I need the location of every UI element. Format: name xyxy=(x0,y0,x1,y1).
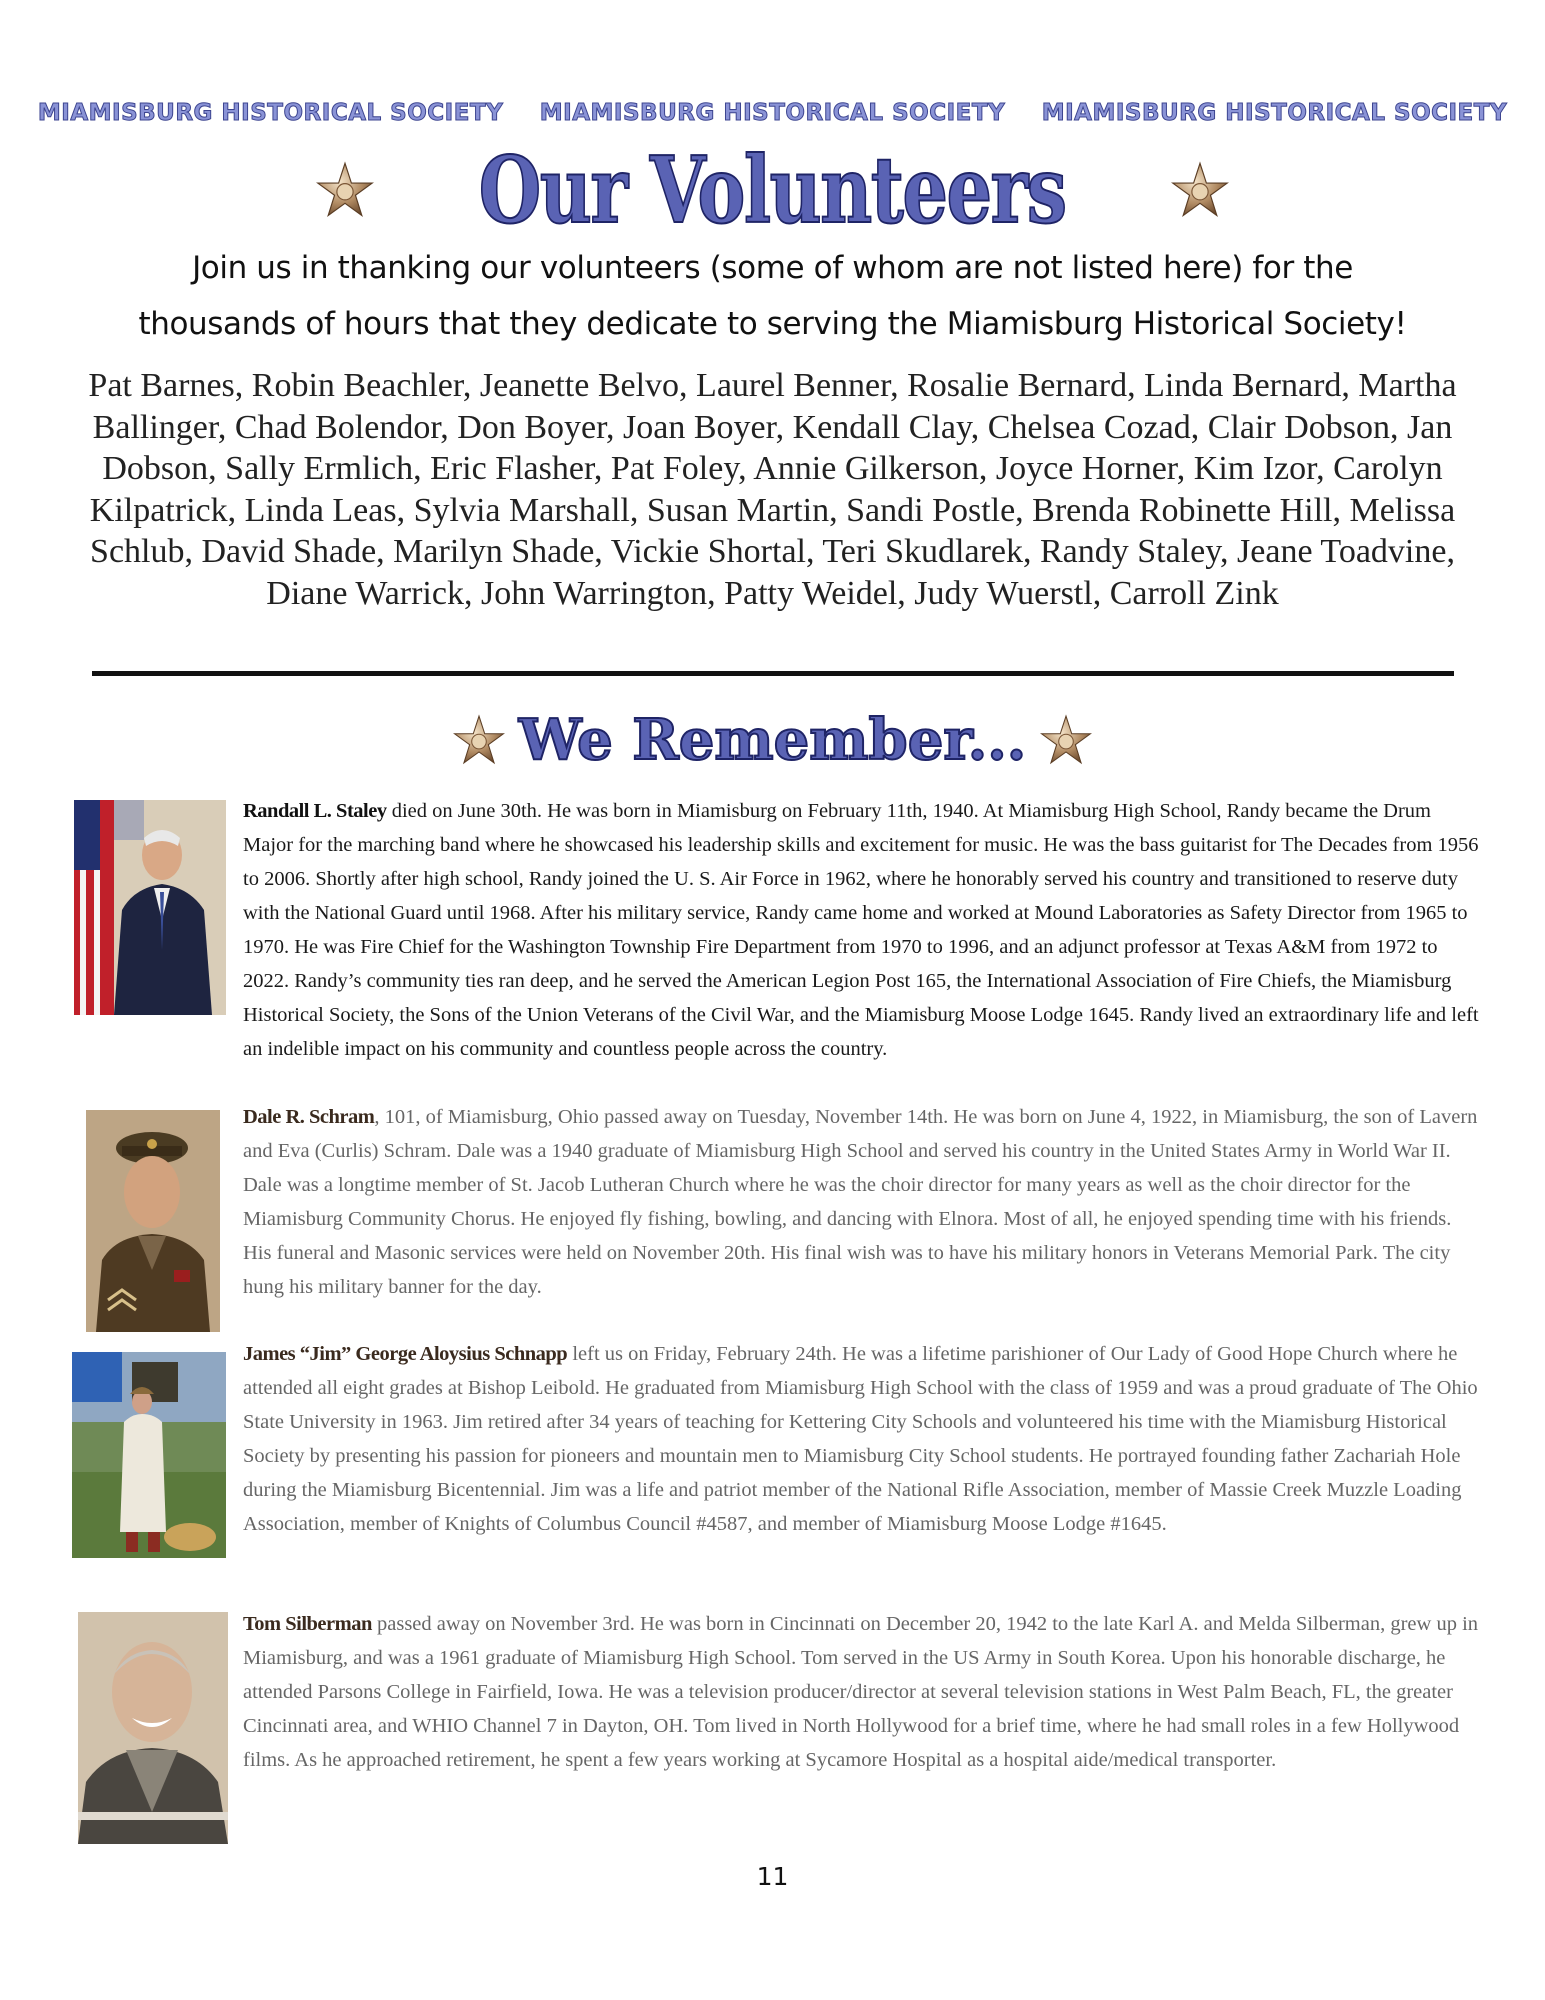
intro-line-2: thousands of hours that they dedicate to serving the Miamisburg Historical Society! xyxy=(138,306,1407,342)
memorial-text-3: left us on Friday, February 24th. He was a lifetime parishioner of Our Lady of Good Hope Church where he attended all eight grades at Bishop Leibold. He graduated from Miamisburg High School with the class of 1959 and was a proud graduate of The Ohio State University in 1963. Jim retired after 34 years of teaching for Kettering City Schools and volunteered his time with the Miamisburg Historical Society by presenting his passion for pioneers and mountain men to Miamisburg City School students. He portrayed founding father Zachariah Hole during the Miamisburg Bicentennial. Jim was a life and patriot member of the National Rifle Association, member of Massie Creek Muzzle Loading Association, member of Knights of Columbus Council #4587, and member of Miamisburg Moose Lodge #1645. xyxy=(243,1343,1478,1535)
society-banner xyxy=(0,100,1545,126)
volunteers-title: Our Volunteers xyxy=(479,136,1066,244)
memorial-name-2: Dale R. Schram xyxy=(243,1106,375,1128)
memorial-text-4: passed away on November 3rd. He was born in Cincinnati on December 20, 1942 to the late Karl A. and Melda Silberman, grew up in Miamisburg, and was a 1961 graduate of Miamisburg High School. Tom served in the US Army in South Korea. Upon his honorable discharge, he attended Parsons College in Fairfield, Iowa. He was a television producer/director at several television stations in West Palm Beach, FL, the greater Cincinnati area, and WHIO Channel 7 in Dayton, OH. Tom lived in North Hollywood for a brief time, where he had small roles in a few Hollywood films. As he approached retirement, he spent a few years working at Sycamore Hospital as a hospital aide/medical transporter. xyxy=(243,1613,1479,1771)
memorial-text-2: , 101, of Miamisburg, Ohio passed away on Tuesday, November 14th. He was born on June 4, 1922, in Miamisburg, the son of Lavern and Eva (Curlis) Schram. Dale was a 1940 graduate of Miamisburg High School and served his country in the United States Army in World War II. Dale was a longtime member of St. Jacob Lutheran Church where he was the choir director for many years as well as the choir director for the Miamisburg Community Chorus. He enjoyed fly fishing, bowling, and dancing with Elnora. Most of all, he enjoyed spending time with his friends. His funeral and Masonic services were held on November 20th. His final wish was to have his military honors in Veterans Memorial Park. The city hung his military banner for the day. xyxy=(243,1106,1478,1298)
section-divider xyxy=(92,671,1454,676)
volunteers-intro xyxy=(60,240,1485,352)
memorial-text-1: died on June 30th. He was born in Miamisburg on February 11th, 1940. At Miamisburg High School, Randy became the Drum Major for the marching band where he showcased his leadership skills and excitement for music. He was the bass guitarist for The Decades from 1956 to 2006. Shortly after high school, Randy joined the U. S. Air Force in 1962, where he honorably served his country and transitioned to reserve duty with the National Guard until 1968. After his military service, Randy came home and worked at Mound Laboratories as Safety Director from 1965 to 1970. He was Fire Chief for the Washington Township Fire Department from 1970 to 1996, and an adjunct professor at Texas A&M from 1972 to 2022. Randy’s community ties ran deep, and he served the American Legion Post 165, the International Association of Fire Chiefs, the Miamisburg Historical Society, the Sons of the Union Veterans of the Civil War, and the Miamisburg Moose Lodge 1645. Randy lived an extraordinary life and left an indelible impact on his community and countless people across the country. xyxy=(243,800,1479,1060)
volunteers-title-row xyxy=(0,136,1545,244)
banner-text-2: MIAMISBURG HISTORICAL SOCIETY xyxy=(539,100,1006,126)
remember-title: We Remember... xyxy=(518,707,1027,773)
volunteer-names: Pat Barnes, Robin Beachler, Jeanette Belvo, Laurel Benner, Rosalie Bernard, Linda Bernard, Martha Ballinger, Chad Bolendor, Don Boyer, Joan Boyer, Kendall Clay, Chelsea Cozad, Clair Dobson, Jan Dobson, Sally Ermlich, Eric Flasher, Pat Foley, Annie Gilkerson, Joyce Horner, Kim Izor, Carolyn Kilpatrick, Linda Leas, Sylvia Marshall, Susan Martin, Sandi Postle, Brenda Robinette Hill, Melissa Schlub, David Shade, Marilyn Shade, Vickie Shortal, Teri Skudlarek, Randy Staley, Jeane Toadvine, Diane Warrick, John Warrington, Patty Weidel, Judy Wuerstl, Carroll Zink xyxy=(88,367,1457,612)
memorial-entry-3 xyxy=(243,1337,1483,1541)
memorial-name-1: Randall L. Staley xyxy=(243,800,387,822)
remember-title-row xyxy=(0,700,1545,780)
star-icon xyxy=(1040,714,1092,766)
photo-randall-staley xyxy=(74,800,226,1015)
memorial-entry-4 xyxy=(243,1607,1483,1777)
photo-dale-schram xyxy=(86,1110,220,1332)
intro-line-1: Join us in thanking our volunteers (some of whom are not listed here) for the xyxy=(192,250,1353,286)
banner-text-3: MIAMISBURG HISTORICAL SOCIETY xyxy=(1041,100,1508,126)
memorial-name-3: James “Jim” George Aloysius Schnapp xyxy=(243,1343,568,1365)
memorial-entry-2 xyxy=(243,1100,1483,1304)
star-icon xyxy=(1171,161,1229,219)
star-icon xyxy=(453,714,505,766)
memorial-entry-1 xyxy=(243,794,1483,1066)
page-number: 11 xyxy=(756,1862,789,1891)
photo-tom-silberman xyxy=(78,1612,228,1844)
banner-text-1: MIAMISBURG HISTORICAL SOCIETY xyxy=(37,100,504,126)
photo-jim-schnapp xyxy=(72,1352,226,1558)
memorial-name-4: Tom Silberman xyxy=(243,1613,372,1635)
star-icon xyxy=(316,161,374,219)
